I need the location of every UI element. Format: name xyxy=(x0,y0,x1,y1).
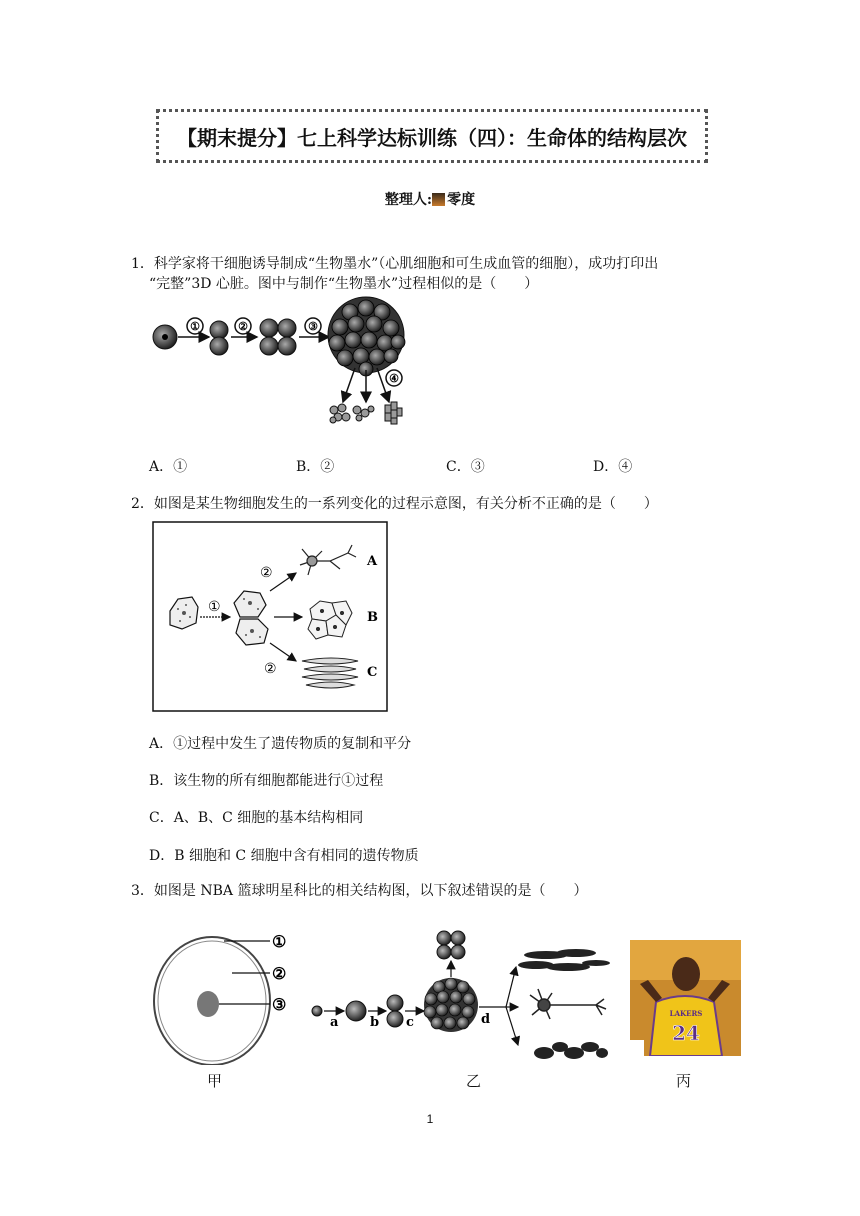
q3-label-2: ② xyxy=(272,964,287,983)
q2-label-step1: ① xyxy=(208,599,221,615)
q1-option-d: D．④ xyxy=(593,459,633,475)
q3-stem: 3．如图是 NBA 篮球明星科比的相关结构图，以下叙述错误的是（ ） xyxy=(131,883,588,899)
q1-cell-division-figure xyxy=(145,290,425,440)
q1-line1: 1．科学家将干细胞诱导制成“生物墨水”（心肌细胞和可生成血管的细胞），成功打印出 xyxy=(131,256,659,272)
q2-option-c: C．A、B、C 细胞的基本结构相同 xyxy=(149,810,364,826)
author-avatar-icon xyxy=(432,193,445,206)
q2-option-b: B．该生物的所有细胞都能进行①过程 xyxy=(149,773,384,789)
q3-caption-yi: 乙 xyxy=(466,1072,482,1090)
byline xyxy=(0,189,860,209)
q3-jersey-number: 24 xyxy=(672,1021,700,1045)
q1-cell-mass xyxy=(328,297,405,376)
byline-label: 整理人: xyxy=(384,192,433,208)
q2-option-a: A．①过程中发生了遗传物质的复制和平分 xyxy=(149,736,412,752)
q2-stem: 2．如图是某生物细胞发生的一系列变化的过程示意图，有关分析不正确的是（ ） xyxy=(131,496,658,512)
q1-option-b: B．② xyxy=(296,459,335,475)
q3-cell-structure-figure xyxy=(150,925,300,1065)
q3-connective-tissue xyxy=(534,1042,608,1059)
byline-name: 零度 xyxy=(447,192,476,208)
page-title-text: 【期末提分】七上科学达标训练（四）：生命体的结构层次 xyxy=(177,125,687,150)
q1-line2: “完整”3D 心脏。图中与制作“生物墨水”过程相似的是（ ） xyxy=(149,276,539,292)
q3-jersey-team: LAKERS xyxy=(669,1009,703,1018)
q2-option-d: D．B 细胞和 C 细胞中含有相同的遗传物质 xyxy=(149,848,419,864)
q2-label-c: C xyxy=(367,665,378,680)
q3-caption-bing: 丙 xyxy=(676,1072,692,1090)
page-title xyxy=(156,109,708,163)
q3-label-1: ① xyxy=(272,932,287,951)
q3-cell-mass xyxy=(424,978,478,1032)
q2-label-step2c: ② xyxy=(264,661,277,677)
q1-label-1: ① xyxy=(190,320,200,333)
page-number: 1 xyxy=(426,1112,434,1126)
q3-label-3: ③ xyxy=(272,995,287,1014)
q3-differentiation-figure xyxy=(306,925,616,1065)
q3-neuron xyxy=(530,989,606,1019)
q2-label-step2a: ② xyxy=(260,565,273,581)
q1-label-3: ③ xyxy=(308,320,318,333)
q1-option-c: C．③ xyxy=(446,459,485,475)
q3-kobe-photo xyxy=(630,940,741,1056)
q2-label-b: B xyxy=(367,610,378,625)
q3-caption-jia: 甲 xyxy=(207,1072,223,1090)
q2-label-a: A xyxy=(367,554,378,569)
q3-label-d: d xyxy=(481,1012,491,1027)
q3-label-c: c xyxy=(406,1015,414,1030)
q1-option-a: A．① xyxy=(149,459,188,475)
q3-label-b: b xyxy=(370,1015,380,1030)
q2-cell-differentiation-figure xyxy=(152,521,388,712)
q3-muscle-tissue xyxy=(518,949,610,971)
q1-label-4: ④ xyxy=(389,372,399,385)
q1-label-2: ② xyxy=(238,320,248,333)
q3-label-a: a xyxy=(330,1015,339,1030)
